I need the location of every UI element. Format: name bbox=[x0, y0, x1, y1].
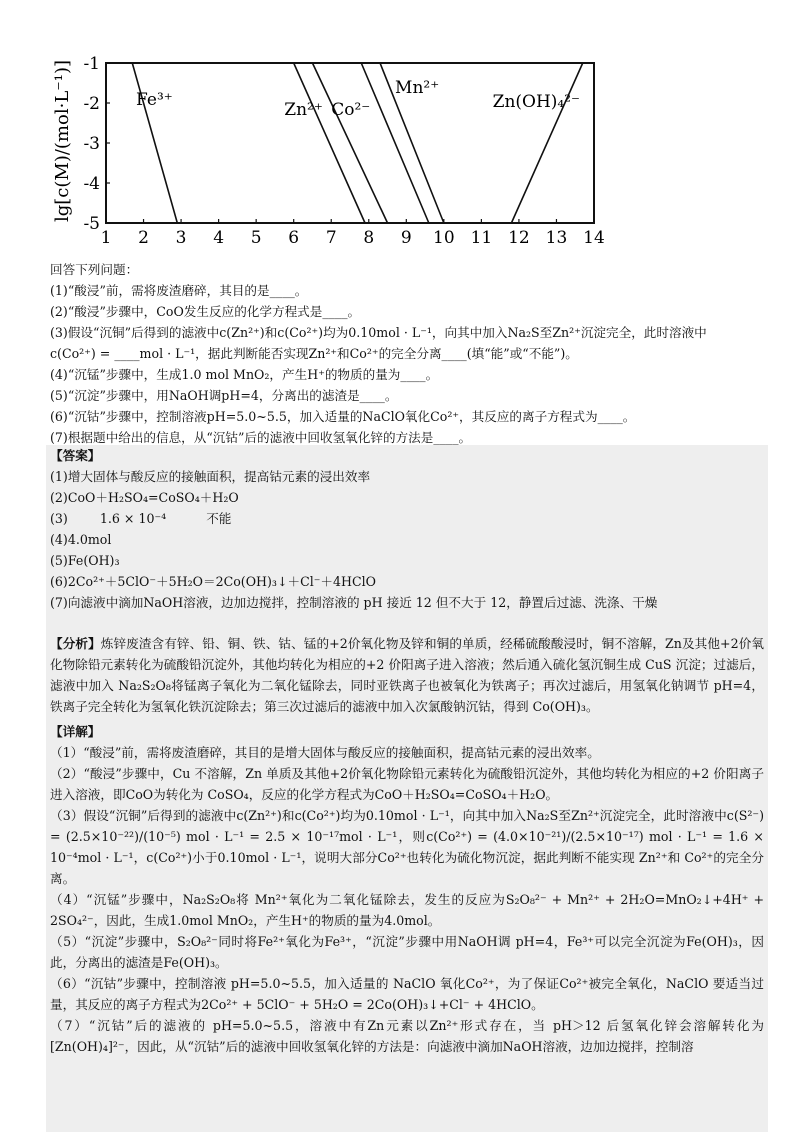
answer-item: (3) 1.6 × 10⁻⁴ 不能 bbox=[50, 511, 232, 526]
question-item: (6)“沉钴”步骤中，控制溶液pH=5.0~5.5，加入适量的NaClO氧化Co²⁺，其反应的离子方程式为____。 bbox=[50, 409, 636, 424]
y-tick-label: -2 bbox=[83, 94, 100, 114]
answer-item: (7)向滤液中滴加NaOH溶液，边加边搅拌，控制溶液的 pH 接近 12 但不大于 12，静置后过滤、洗涤、干燥 bbox=[50, 595, 658, 610]
series-label: Zn(OH)₄²⁻ bbox=[492, 92, 581, 112]
detail-paragraph: （1）“酸浸”前，需将废渣磨碎，其目的是增大固体与酸反应的接触面积，提高钴元素的浸出效率。 bbox=[50, 745, 600, 760]
series-label: Co²⁻ bbox=[331, 100, 371, 120]
answer-item: (1)增大固体与酸反应的接触面积，提高钴元素的浸出效率 bbox=[50, 469, 371, 484]
x-tick-label: 13 bbox=[545, 228, 568, 248]
answer-item: (6)2Co²⁺＋5ClO⁻＋5H₂O＝2Co(OH)₃↓＋Cl⁻＋4HClO bbox=[50, 574, 377, 589]
answer-item: (2)CoO＋H₂SO₄=CoSO₄＋H₂O bbox=[50, 490, 239, 505]
detail-title: 【详解】 bbox=[50, 724, 101, 739]
question-item: (7)根据题中给出的信息，从“沉钴”后的滤液中回收氢氧化锌的方法是____。 bbox=[50, 430, 472, 445]
x-tick-label: 11 bbox=[470, 228, 493, 248]
x-tick-label: 14 bbox=[583, 228, 605, 248]
x-tick-label: 8 bbox=[363, 228, 375, 248]
answer-item: (4)4.0mol bbox=[50, 532, 112, 547]
detail-paragraph: （6）“沉钴”步骤中，控制溶液 pH=5.0~5.5，加入适量的 NaClO 氧化Co²⁺，为了保证Co²⁺被完全氧化，NaClO 要适当过量，其反应的离子方程式为2Co²⁺ + 5ClO⁻ + 5H₂O = 2Co(OH)₃↓+Cl⁻ + 4HClO。 bbox=[50, 976, 764, 1012]
detail-paragraph: （3）假设“沉铜”后得到的滤液中c(Zn²⁺)和c(Co²⁺)均为0.10mol · L⁻¹，向其中加入Na₂S至Zn²⁺沉淀完全，此时溶液中c(S²⁻) = (2.5×10⁻²²)/(10⁻⁵) mol · L⁻¹ = 2.5 × 10⁻¹⁷mol · L⁻¹，则c(Co²⁺) = (4.0×10⁻²¹)/(2.5×10⁻¹⁷) mol · L⁻¹ = 1.6 × 10⁻⁴mol · L⁻¹，c(Co²⁺)小于0.10mol · L⁻¹，说明大部分Co²⁺也转化为硫化物沉淀，据此判断不能实现 Zn²⁺和 Co²⁺的完全分离。 bbox=[50, 808, 764, 886]
questions-intro: 回答下列问题： bbox=[50, 262, 139, 277]
x-tick-label: 3 bbox=[175, 228, 187, 248]
series-line bbox=[312, 63, 387, 223]
x-tick-label: 2 bbox=[138, 228, 149, 248]
series-line bbox=[132, 63, 177, 223]
series-label: Fe³⁺ bbox=[136, 90, 173, 110]
detail-paragraph: （5）“沉淀”步骤中，S₂O₈²⁻同时将Fe²⁺氧化为Fe³⁺，“沉淀”步骤中用NaOH调 pH=4，Fe³⁺可以完全沉淀为Fe(OH)₃，因此，分离出的滤渣是Fe(OH)₃。 bbox=[50, 934, 764, 970]
y-tick-label: -4 bbox=[83, 174, 100, 194]
x-tick-label: 6 bbox=[288, 228, 300, 248]
question-item: c(Co²⁺) = ____mol · L⁻¹，据此判断能否实现Zn²⁺和Co²⁺的完全分离____(填“能”或“不能”)。 bbox=[50, 346, 578, 361]
series-label: Zn²⁺ bbox=[284, 100, 323, 120]
analysis-paragraph bbox=[50, 633, 764, 717]
x-tick-label: 7 bbox=[325, 228, 337, 248]
y-tick-label: -1 bbox=[83, 55, 100, 74]
question-item: (2)“酸浸”步骤中，CoO发生反应的化学方程式是____。 bbox=[50, 304, 361, 319]
answer-item: (5)Fe(OH)₃ bbox=[50, 553, 120, 568]
lg-c-vs-ph-chart bbox=[50, 55, 610, 255]
x-tick-label: 9 bbox=[400, 228, 412, 248]
detail-paragraph: （4）“沉锰”步骤中，Na₂S₂O₈将 Mn²⁺氧化为二氧化锰除去，发生的反应为S₂O₈²⁻ + Mn²⁺ + 2H₂O=MnO₂↓+4H⁺ + 2SO₄²⁻，因此，生成1.0mol MnO₂，产生H⁺的物质的量为4.0mol。 bbox=[50, 892, 764, 928]
x-tick-label: 5 bbox=[250, 228, 262, 248]
y-tick-label: -3 bbox=[83, 134, 100, 154]
series-line bbox=[511, 63, 582, 223]
detail-paragraph: （7）“沉钴”后的滤液的 pH=5.0~5.5，溶液中有Zn元素以Zn²⁺形式存在，当 pH＞12 后氢氧化锌会溶解转化为[Zn(OH)₄]²⁻，因此，从“沉钴”后的滤液中回收氢氧化锌的方法是：向滤液中滴加NaOH溶液，边加边搅拌，控制溶 bbox=[50, 1018, 764, 1054]
questions bbox=[50, 259, 765, 448]
series-label: Mn²⁺ bbox=[395, 78, 440, 98]
x-tick-label: 4 bbox=[213, 228, 225, 248]
analysis-title: 【分析】 bbox=[50, 636, 101, 651]
y-tick-label: -5 bbox=[83, 214, 100, 234]
question-item: (5)“沉淀”步骤中，用NaOH调pH=4，分离出的滤渣是____。 bbox=[50, 388, 398, 403]
analysis-text: 炼锌废渣含有锌、铅、铜、铁、钴、锰的+2价氧化物及锌和铜的单质，经稀硫酸酸浸时，铜不溶解，Zn及其他+2价氧化物除铅元素转化为硫酸铅沉淀外，其他均转化为相应的+2 价阳离子进入溶液；然后通入硫化氢沉铜生成 CuS 沉淀；过滤后，滤液中加入 Na₂S₂O₈将锰离子氧化为二氧化锰除去，同时亚铁离子也被氧化为铁离子；再次过滤后，用氢氧化钠调节 pH=4，铁离子完全转化为氢氧化铁沉淀除去；第三次过滤后的滤液中加入次氯酸钠沉钴，得到 Co(OH)₃。 bbox=[50, 636, 765, 714]
question-item: (1)“酸浸”前，需将废渣磨碎，其目的是____。 bbox=[50, 283, 308, 298]
question-item: (3)假设“沉铜”后得到的滤液中c(Zn²⁺)和c(Co²⁺)均为0.10mol · L⁻¹，向其中加入Na₂S至Zn²⁺沉淀完全，此时溶液中 bbox=[50, 325, 707, 340]
y-axis-label: lg[c(M)/(mol·L⁻¹)] bbox=[52, 59, 73, 223]
answer-block bbox=[46, 445, 768, 1132]
detail-paragraph: （2）“酸浸”步骤中，Cu 不溶解，Zn 单质及其他+2价氧化物除铅元素转化为硫酸铅沉淀外，其他均转化为相应的+2 价阳离子进入溶液，即CoO为转化为 CoSO₄，反应的化学方程式为CoO＋H₂SO₄=CoSO₄＋H₂O。 bbox=[50, 766, 764, 802]
x-tick-label: 10 bbox=[433, 228, 455, 248]
question-item: (4)“沉锰”步骤中，生成1.0 mol MnO₂，产生H⁺的物质的量为____。 bbox=[50, 367, 439, 382]
x-tick-label: 1 bbox=[100, 228, 112, 248]
answer-title: 【答案】 bbox=[50, 448, 101, 463]
x-tick-label: 12 bbox=[508, 228, 530, 248]
series-line bbox=[294, 63, 365, 223]
